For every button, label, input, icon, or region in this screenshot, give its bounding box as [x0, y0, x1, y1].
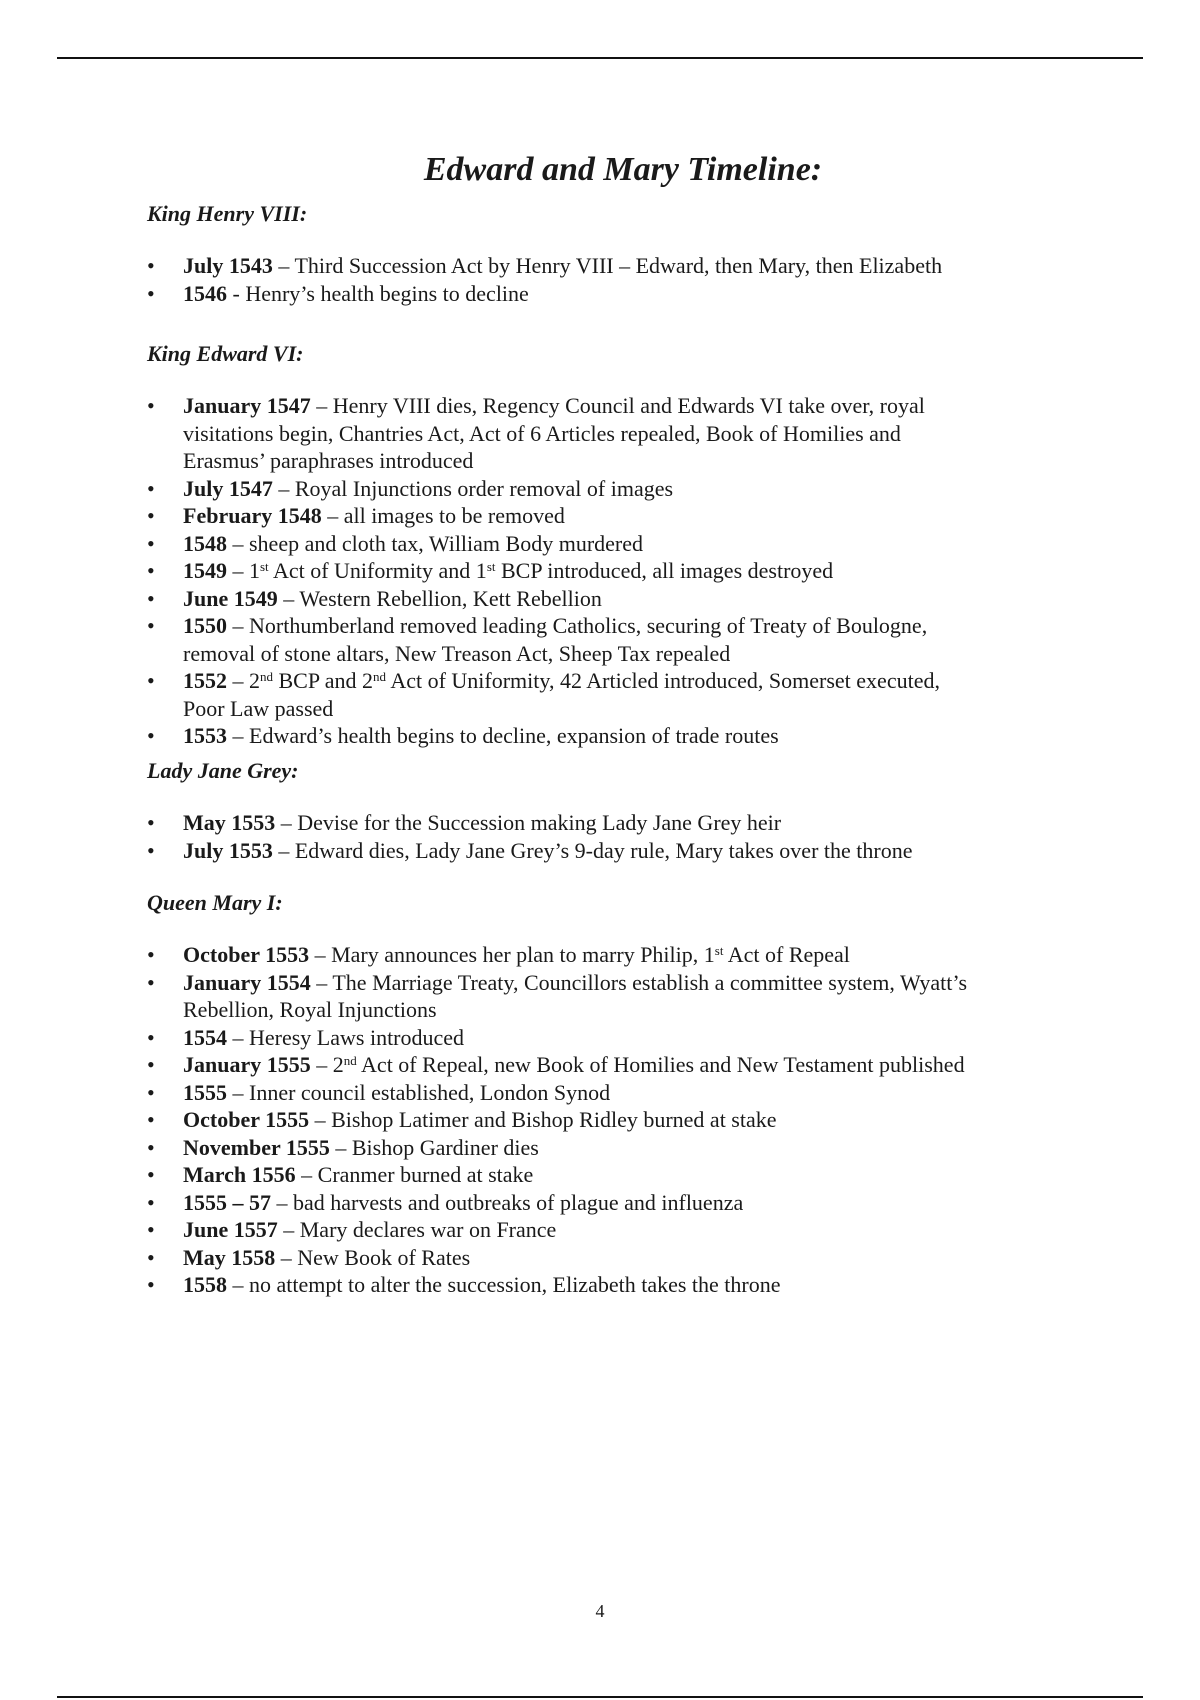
bullet-icon: •	[147, 1217, 155, 1242]
event-description: BCP introduced, all images destroyed	[495, 558, 834, 583]
event-description: New Book of Rates	[297, 1244, 471, 1270]
ordinal-suffix: st	[714, 943, 724, 958]
section-heading: King Edward VI:	[147, 341, 304, 366]
event-separator: –	[295, 1162, 318, 1187]
bullet-icon: •	[147, 393, 155, 418]
bullet-icon: •	[147, 1107, 155, 1132]
bullet-icon: •	[147, 668, 155, 693]
event-description-continued: Erasmus’ paraphrases introduced	[183, 448, 474, 473]
event-description: The Marriage Treaty, Councillors establish a committee system, Wyatt’s	[332, 969, 968, 995]
timeline-event	[147, 941, 1087, 969]
bullet-icon: •	[147, 613, 155, 638]
event-date: October 1555	[183, 1107, 310, 1132]
event-list	[147, 252, 1087, 307]
event-date: 1550	[183, 613, 227, 638]
timeline-event	[147, 969, 1087, 1024]
page-title: Edward and Mary Timeline:	[423, 151, 823, 188]
timeline-event	[147, 612, 1087, 667]
header-rule	[57, 57, 1143, 59]
bullet-icon: •	[147, 1079, 155, 1105]
event-list	[147, 809, 1087, 864]
timeline-event	[147, 252, 1087, 280]
event-separator: –	[277, 1217, 300, 1242]
timeline-event	[147, 1244, 1087, 1272]
event-date: June 1557	[183, 1217, 278, 1242]
section-heading: Lady Jane Grey:	[147, 758, 299, 783]
event-description: Bishop Latimer and Bishop Ridley burned at stake	[331, 1107, 777, 1132]
event-separator: –	[227, 668, 249, 693]
event-separator: –	[309, 1107, 332, 1132]
event-description: sheep and cloth tax, William Body murdered	[249, 530, 644, 556]
timeline-event	[147, 1106, 1087, 1134]
timeline-event	[147, 280, 1087, 308]
timeline-event	[147, 809, 1087, 837]
event-description: 2	[249, 668, 260, 693]
document-body	[147, 140, 1087, 1297]
ordinal-suffix: nd	[373, 669, 387, 684]
timeline-event	[147, 722, 1087, 750]
event-description: 1	[249, 558, 260, 583]
bullet-icon: •	[147, 723, 155, 748]
timeline-event	[147, 837, 1087, 865]
event-description: BCP and 2	[273, 668, 374, 693]
timeline-event	[147, 1271, 1087, 1299]
event-date: January 1547	[183, 393, 311, 418]
event-description-continued: removal of stone altars, New Treason Act, Sheep Tax repealed	[183, 640, 731, 666]
event-description: Third Succession Act by Henry VIII – Edward, then Mary, then Elizabeth	[294, 253, 943, 278]
bullet-icon: •	[147, 503, 155, 528]
bullet-icon: •	[147, 1052, 155, 1077]
timeline-event	[147, 1024, 1087, 1052]
event-description: Act of Uniformity and 1	[268, 558, 487, 583]
event-separator: –	[271, 1189, 293, 1215]
bullet-icon: •	[147, 558, 155, 583]
bullet-icon: •	[147, 530, 155, 556]
timeline-event	[147, 502, 1087, 530]
timeline-section	[147, 200, 1087, 307]
event-description: Bishop Gardiner dies	[351, 1134, 539, 1160]
event-description: no attempt to alter the succession, Elizabeth takes the throne	[249, 1272, 781, 1297]
bullet-icon: •	[147, 253, 155, 278]
event-separator: –	[275, 1244, 298, 1270]
event-date: January 1554	[183, 969, 311, 995]
timeline-event	[147, 530, 1087, 558]
bullet-icon: •	[147, 1244, 155, 1270]
footer-rule	[57, 1696, 1143, 1698]
event-separator: –	[227, 558, 249, 583]
event-date: 1554	[183, 1024, 227, 1050]
event-description: Act of Uniformity, 42 Articled introduced, Somerset executed,	[386, 668, 940, 693]
event-description: Inner council established, London Synod	[249, 1079, 611, 1105]
event-date: May 1553	[183, 810, 276, 835]
event-separator: –	[227, 723, 249, 748]
timeline-event	[147, 1051, 1087, 1079]
timeline-section	[147, 757, 1087, 864]
event-date: 1558	[183, 1272, 227, 1297]
timeline-event	[147, 1189, 1087, 1217]
event-description: bad harvests and outbreaks of plague and influenza	[293, 1189, 744, 1215]
event-separator: –	[272, 253, 295, 278]
event-separator: –	[310, 1052, 333, 1077]
event-description: Edward dies, Lady Jane Grey’s 9-day rule, Mary takes over the throne	[294, 837, 913, 863]
event-separator: –	[277, 585, 300, 611]
bullet-icon: •	[147, 837, 155, 863]
timeline-event	[147, 585, 1087, 613]
bullet-icon: •	[147, 810, 155, 835]
bullet-icon: •	[147, 1162, 155, 1187]
event-description: Edward’s health begins to decline, expansion of trade routes	[249, 723, 779, 748]
timeline-event	[147, 392, 1087, 475]
event-description: Cranmer burned at stake	[317, 1162, 534, 1187]
event-separator: –	[227, 1079, 249, 1105]
event-date: January 1555	[183, 1052, 311, 1077]
timeline-event	[147, 475, 1087, 503]
event-date: 1555	[183, 1079, 227, 1105]
event-separator: –	[227, 530, 249, 556]
event-description: Mary declares war on France	[299, 1217, 557, 1242]
event-list	[147, 941, 1087, 1299]
event-description: Mary announces her plan to marry Philip, 1	[331, 942, 715, 967]
event-date: July 1547	[183, 475, 273, 501]
event-date: July 1543	[183, 253, 273, 278]
event-description-continued: Poor Law passed	[183, 695, 334, 721]
event-description: Northumberland removed leading Catholics, securing of Treaty of Boulogne,	[249, 613, 928, 638]
section-heading: King Henry VIII:	[147, 201, 308, 226]
event-description: 2	[332, 1052, 344, 1077]
bullet-icon: •	[147, 280, 155, 306]
bullet-icon: •	[147, 1272, 155, 1297]
event-date: 1555 – 57	[183, 1189, 271, 1215]
event-date: July 1553	[183, 837, 273, 863]
ordinal-suffix: st	[486, 559, 496, 574]
ordinal-suffix: st	[260, 559, 269, 574]
timeline-event	[147, 1216, 1087, 1244]
event-date: 1552	[183, 668, 227, 693]
timeline-event	[147, 1161, 1087, 1189]
bullet-icon: •	[147, 1189, 155, 1215]
event-separator: –	[321, 503, 344, 528]
event-separator: –	[329, 1134, 352, 1160]
section-heading: Queen Mary I:	[147, 890, 283, 915]
event-date: March 1556	[183, 1162, 296, 1187]
event-description-continued: Rebellion, Royal Injunctions	[183, 997, 437, 1022]
bullet-icon: •	[147, 942, 155, 967]
event-date: June 1549	[183, 585, 278, 611]
event-description: Act of Repeal	[723, 942, 850, 967]
timeline-section	[147, 889, 1087, 1299]
event-date: 1553	[183, 723, 227, 748]
event-separator: –	[227, 1024, 249, 1050]
event-separator: –	[275, 810, 298, 835]
event-separator: –	[227, 613, 249, 638]
event-date: February 1548	[183, 503, 322, 528]
event-description: Henry VIII dies, Regency Council and Edwards VI take over, royal	[332, 393, 925, 418]
event-date: October 1553	[183, 942, 310, 967]
event-separator: –	[272, 475, 295, 501]
event-date: 1548	[183, 530, 227, 556]
bullet-icon: •	[147, 585, 155, 611]
event-description: Western Rebellion, Kett Rebellion	[299, 585, 602, 611]
event-description: Heresy Laws introduced	[249, 1024, 465, 1050]
event-description: all images to be removed	[343, 503, 565, 528]
timeline-event	[147, 557, 1087, 585]
ordinal-suffix: nd	[343, 1053, 357, 1068]
event-separator: –	[272, 837, 295, 863]
ordinal-suffix: nd	[260, 669, 273, 684]
event-date: May 1558	[183, 1244, 276, 1270]
event-separator: –	[227, 1272, 249, 1297]
bullet-icon: •	[147, 1134, 155, 1160]
event-separator: -	[227, 280, 246, 306]
event-description: Henry’s health begins to decline	[245, 280, 529, 306]
event-separator: –	[310, 393, 333, 418]
timeline-event	[147, 1134, 1087, 1162]
timeline-event	[147, 1079, 1087, 1107]
event-description-continued: visitations begin, Chantries Act, Act of 6 Articles repealed, Book of Homilies and	[183, 420, 901, 446]
bullet-icon: •	[147, 1024, 155, 1050]
event-date: 1546	[183, 280, 227, 306]
event-date: 1549	[183, 558, 227, 583]
bullet-icon: •	[147, 969, 155, 995]
timeline-event	[147, 667, 1087, 722]
event-description: Devise for the Succession making Lady Jane Grey heir	[297, 810, 782, 835]
event-date: November 1555	[183, 1134, 330, 1160]
event-description: Royal Injunctions order removal of images	[294, 475, 674, 501]
event-separator: –	[310, 969, 333, 995]
bullet-icon: •	[147, 475, 155, 501]
timeline-section	[147, 340, 1087, 750]
page-number: 4	[595, 1601, 605, 1621]
event-description: Act of Repeal, new Book of Homilies and New Testament published	[356, 1052, 965, 1077]
event-list	[147, 392, 1087, 750]
event-separator: –	[309, 942, 332, 967]
